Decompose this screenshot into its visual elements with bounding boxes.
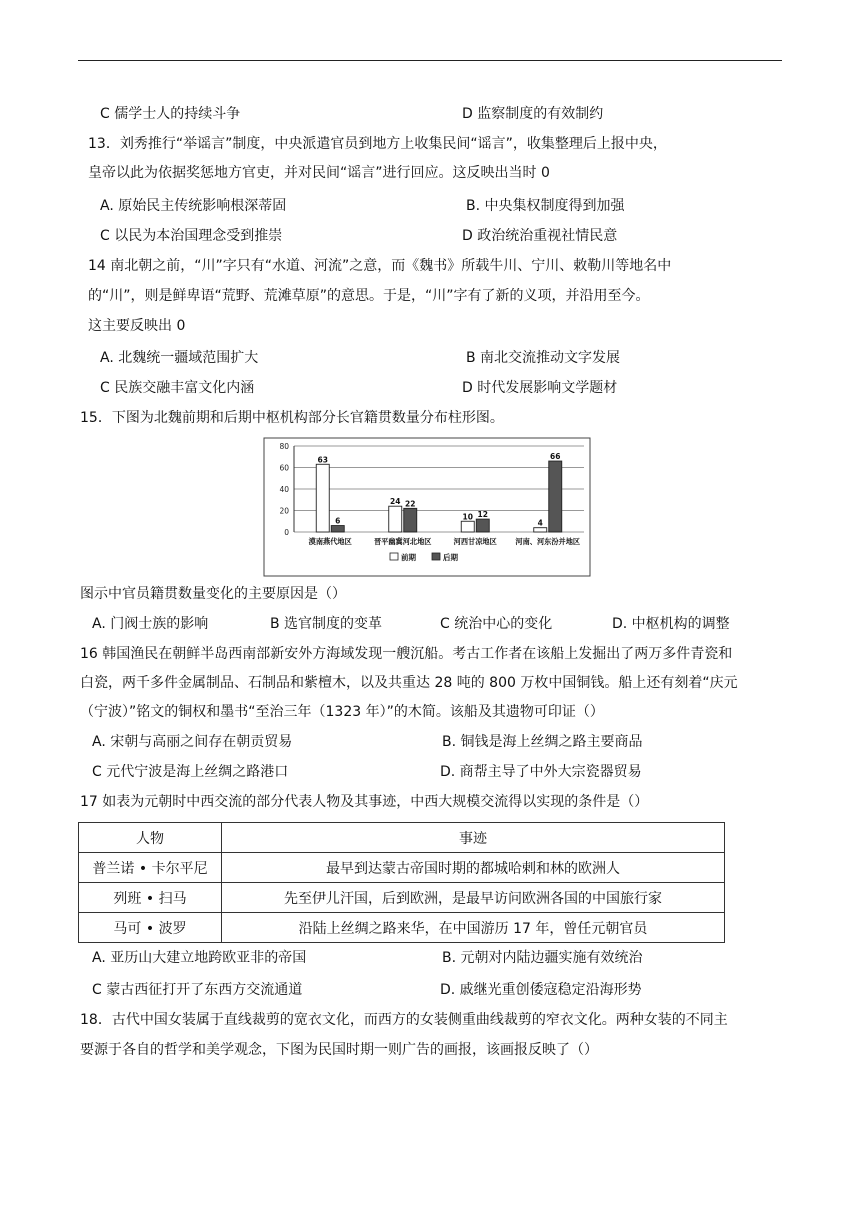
- bar-value-label: 24: [390, 497, 401, 507]
- table-row: [79, 883, 725, 913]
- table-cell-deeds: 沿陆上丝绸之路来华，在中国游历 17 年，曾任元朝官员: [222, 913, 725, 943]
- q17-option-b[interactable]: B. 元朝对内陆边疆实施有效统治: [442, 950, 643, 966]
- category-label: 河南、河东汾并地区: [515, 537, 581, 546]
- table-cell-person: 列班 • 扫马: [79, 883, 222, 913]
- q16-option-d[interactable]: D. 商帮主导了中外大宗瓷器贸易: [440, 764, 642, 780]
- q16-option-a[interactable]: A. 宋朝与高丽之间存在朝贡贸易: [92, 734, 293, 750]
- q17-option-c[interactable]: C 蒙古西征打开了东西方交流通道: [92, 982, 303, 998]
- q13-option-c[interactable]: C 以民为本治国理念受到推崇: [100, 228, 283, 244]
- table-header-person: 人物: [79, 823, 222, 853]
- table-cell-deeds: 先至伊儿汗国，后到欧洲，是最早访问欧洲各国的中国旅行家: [222, 883, 725, 913]
- q17-option-a[interactable]: A. 亚历山大建立地跨欧亚非的帝国: [92, 950, 307, 966]
- y-tick-label: 0: [284, 528, 289, 537]
- bar: [404, 508, 417, 532]
- q15-stem-line1: 15．下图为北魏前期和后期中枢机构部分长官籍贯数量分布柱形图。: [80, 410, 504, 426]
- q17-stem-line1: 17 如表为元朝时中西交流的部分代表人物及其事迹，中西大规模交流得以实现的条件是（）: [80, 794, 649, 810]
- q15-option-a[interactable]: A. 门阀士族的影响: [92, 616, 209, 632]
- table-cell-person: 普兰诺 • 卡尔平尼: [79, 853, 222, 883]
- bar: [476, 519, 489, 532]
- bar-value-label: 22: [405, 499, 416, 509]
- q13-option-a[interactable]: A. 原始民主传统影响根深蒂固: [100, 198, 287, 214]
- q16-stem-line2: 白瓷，两千多件金属制品、石制品和紫檀木，以及共重达 28 吨的 800 万枚中国铜钱。船上还有刻着“庆元: [80, 675, 738, 691]
- y-tick-label: 60: [279, 463, 289, 473]
- legend-swatch: [390, 553, 398, 560]
- category-label: 河西甘凉地区: [453, 537, 497, 546]
- bar: [549, 461, 562, 532]
- q14-stem-line3: 这主要反映出 0: [88, 318, 186, 334]
- bar: [389, 506, 402, 532]
- table-header-row: [79, 823, 725, 853]
- table-row: [79, 853, 725, 883]
- bar-value-label: 10: [462, 512, 473, 522]
- q15-option-b[interactable]: B 选官制度的变革: [270, 616, 383, 632]
- q15-option-c[interactable]: C 统治中心的变化: [440, 616, 553, 632]
- q17-option-d[interactable]: D. 戚继光重创倭寇稳定沿海形势: [440, 982, 642, 998]
- q13-stem-line2: 皇帝以此为依据奖惩地方官吏，并对民间“谣言”进行回应。这反映出当时 0: [88, 165, 550, 181]
- q12-option-d[interactable]: D 监察制度的有效制约: [462, 106, 604, 122]
- q18-stem-line2: 要源于各自的哲学和美学观念，下图为民国时期一则广告的画报，该画报反映了（）: [80, 1042, 598, 1058]
- y-tick-label: 20: [279, 506, 289, 516]
- bar-value-label: 6: [335, 516, 341, 526]
- q16-stem-line3: （宁波）”铭文的铜权和墨书“至治三年（1323 年）”的木简。该船及其遗物可印证（）: [80, 704, 604, 720]
- q14-stem-line2: 的“川”，则是鲜卑语“荒野、荒滩草原”的意思。于是，“川”字有了新的义项，并沿用至今。: [88, 288, 650, 304]
- table-cell-deeds: 最早到达蒙古帝国时期的都城哈剌和林的欧洲人: [222, 853, 725, 883]
- bar-value-label: 63: [317, 455, 328, 465]
- q14-option-b[interactable]: B 南北交流推动文字发展: [466, 350, 621, 366]
- q16-stem-line1: 16 韩国渔民在朝鲜半岛西南部新安外方海域发现一艘沉船。考古工作者在该船上发掘出了两万多件青瓷和: [80, 646, 733, 662]
- bar: [534, 528, 547, 532]
- q16-option-b[interactable]: B. 铜钱是海上丝绸之路主要商品: [442, 734, 643, 750]
- q15-stem-line2: 图示中官员籍贯数量变化的主要原因是（）: [80, 586, 346, 602]
- q14-option-a[interactable]: A. 北魏统一疆域范围扩大: [100, 350, 259, 366]
- category-label: 晋平幽冀河北地区: [373, 537, 432, 546]
- bar: [331, 526, 344, 532]
- y-tick-label: 80: [279, 442, 289, 451]
- q14-stem-line1: 14 南北朝之前，“川”字只有“水道、河流”之意，而《魏书》所载牛川、宁川、敕勒川等地名中: [88, 258, 672, 274]
- bar-value-label: 4: [537, 518, 543, 528]
- bar: [316, 464, 329, 532]
- legend-swatch: [432, 553, 440, 560]
- y-tick-label: 40: [279, 485, 289, 494]
- category-label: 漠南燕代地区: [308, 537, 352, 546]
- header-rule: [78, 60, 782, 61]
- q15-option-d[interactable]: D. 中枢机构的调整: [612, 616, 730, 632]
- q18-stem-line1: 18．古代中国女装属于直线裁剪的宽衣文化，而西方的女装侧重曲线裁剪的窄衣文化。两种女装的不同主: [80, 1012, 728, 1028]
- chart-frame: [264, 438, 590, 576]
- q14-option-c[interactable]: C 民族交融丰富文化内涵: [100, 380, 255, 396]
- table-row: [79, 913, 725, 943]
- q17-table: [78, 822, 725, 943]
- bar-chart-svg: [262, 436, 592, 578]
- legend-label: 后期: [443, 553, 458, 562]
- q13-option-d[interactable]: D 政治统治重视社情民意: [462, 228, 618, 244]
- table-cell-person: 马可 • 波罗: [79, 913, 222, 943]
- q16-option-c[interactable]: C 元代宁波是海上丝绸之路港口: [92, 764, 289, 780]
- q15-bar-chart: [262, 436, 592, 578]
- table-header-deeds: 事迹: [222, 823, 725, 853]
- legend-label: 前期: [401, 553, 416, 562]
- q12-option-c[interactable]: C 儒学士人的持续斗争: [100, 106, 241, 122]
- bar-value-label: 66: [550, 452, 561, 462]
- bar-value-label: 12: [477, 510, 488, 520]
- bar: [461, 521, 474, 532]
- q14-option-d[interactable]: D 时代发展影响文学题材: [462, 380, 618, 396]
- q13-stem-line1: 13．刘秀推行“举谣言”制度，中央派遣官员到地方上收集民间“谣言”，收集整理后上报中央，: [88, 136, 667, 152]
- q13-option-b[interactable]: B. 中央集权制度得到加强: [466, 198, 625, 214]
